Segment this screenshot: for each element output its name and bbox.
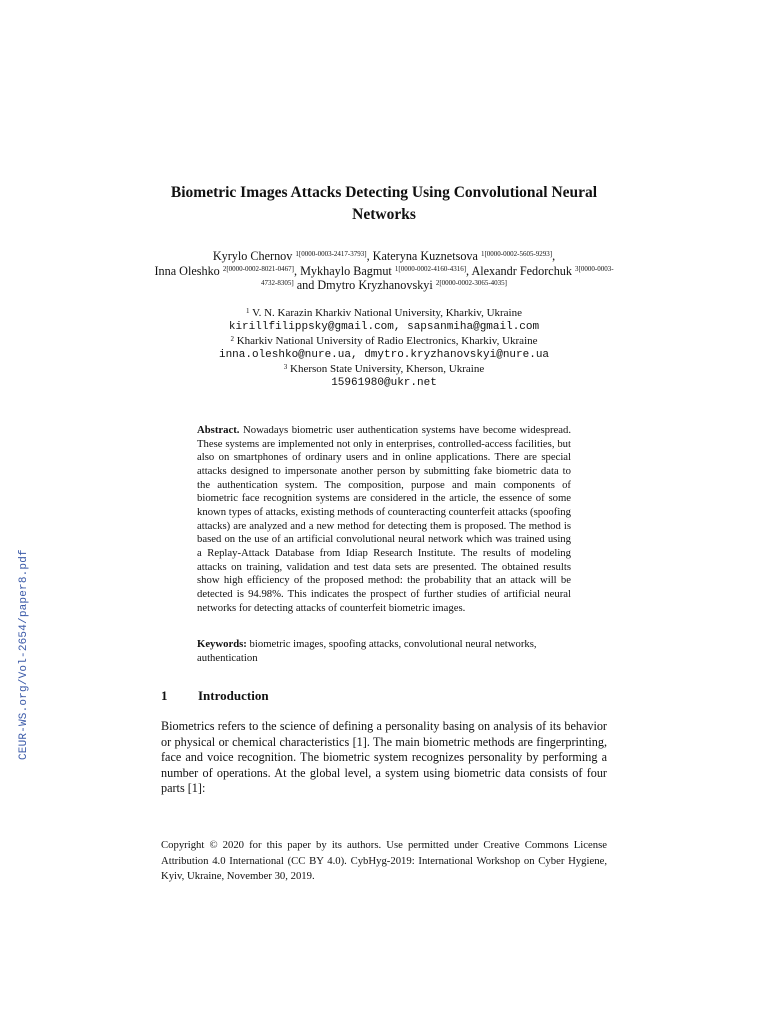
author-orcid: 3[0000-0003-4732-8305]: [260, 264, 614, 287]
author-orcid: 1[0000-0003-2417-3793]: [295, 250, 367, 258]
author: Kyrylo Chernov $^{1[0000-0003-2417-3793]}$,: [212, 249, 373, 263]
ceur-side-stamp: CEUR-WS.org/Vol-2654/paper8.pdf: [18, 549, 30, 760]
section-heading: [161, 688, 269, 704]
keywords-text: biometric images, spoofing attacks, convolutional neural networks, authentication: [197, 638, 537, 664]
affiliation-org: $^3$ Kherson State University, Kherson, Ukraine: [283, 363, 485, 375]
affiliation-org: $^2$ Kharkiv National University of Radio Electronics, Kharkiv, Ukraine: [230, 335, 538, 347]
author-orcid: 1[0000-0002-4160-4316]: [394, 264, 467, 273]
keywords: [197, 638, 571, 665]
affiliation-emails: kirillfilippsky@gmail.com, sapsanmiha@gmail.com: [228, 321, 540, 333]
author: Mykhaylo Bagmut $^{1[0000-0002-4160-4316]}$,: [300, 263, 472, 278]
author-orcid: 1[0000-0002-5605-9293]: [480, 250, 553, 258]
affiliation-emails: inna.oleshko@nure.ua, dmytro.kryzhanovskyi@nure.ua: [218, 349, 550, 361]
author-orcid: 2[0000-0002-8021-0467]: [222, 264, 294, 273]
affiliation-org: $^1$ V. N. Karazin Kharkiv National University, Kharkiv, Ukraine: [246, 307, 522, 319]
author-list: [150, 249, 618, 293]
copyright-notice: Copyright © 2020 for this paper by its authors. Use permitted under Creative Commons License Attribution 4.0 International (CC BY 4.0). CybHyg-2019: International Workshop on Cyber Hygiene, Kyiv, Ukraine, November 30, 2019.: [161, 839, 607, 883]
affiliations: [150, 306, 618, 390]
section-title: Introduction: [198, 688, 269, 703]
abstract: [197, 424, 571, 615]
author: Alexandr Fedorchuk $^{3[0000-0003-4732-8305]}$ and: [260, 263, 614, 292]
abstract-text: Nowadays biometric user authentication systems have become widespread. These systems are implemented not only in enterprises, controlled-access facilities, but also on smartphones of ordinary users and in online applications. There are special attacks designed to impersonate another person by submitting fake biometric data to the authentication system. The composition, purpose and main components of biometric face recognition systems are considered in the article, the essence of some known types of attacks, existing methods of counteracting counterfeit attacks (spoofing attacks) are analyzed and a new method for detecting them is proposed. The method is based on the use of an artificial convolutional neural network which was trained using a Replay-Attack Database from Idiap Research Institute. The results of modeling attacks on training, validation and test data sets are presented. The obtained results show high efficiency of the proposed method: the probability that an attack will be detected is 94.98%. This indicates the prospect of further studies of artificial neural networks for detecting attacks of counterfeit biometric images.: [197, 424, 572, 614]
affiliation-emails: 15961980@ukr.net: [331, 377, 437, 389]
author: Inna Oleshko $^{2[0000-0002-8021-0467]}$,: [154, 263, 301, 278]
author-orcid: 2[0000-0002-3065-4035]: [435, 279, 507, 287]
keywords-label: Keywords:: [197, 638, 247, 650]
intro-paragraph: Biometrics refers to the science of defining a personality basing on analysis of its behavior or physical or chemical characteristics [1]. The main biometric methods are fingerprinting, face and voice recognition. The biometric system recognizes personality by performing a number of operations. At the global level, a system using biometric data consists of four parts [1]:: [161, 719, 607, 796]
author: Dmytro Kryzhanovskyi $^{2[0000-0002-3065-4035]}$: [317, 278, 507, 292]
section-number: 1: [161, 688, 168, 703]
abstract-label: Abstract.: [197, 424, 240, 436]
author: Kateryna Kuznetsova $^{1[0000-0002-5605-9293]}$,: [372, 249, 556, 263]
paper-title: Biometric Images Attacks Detecting Using Convolutional Neural Networks: [170, 184, 598, 223]
